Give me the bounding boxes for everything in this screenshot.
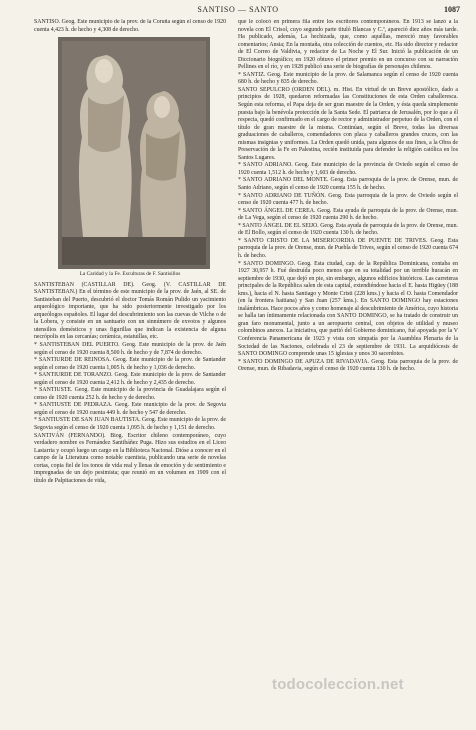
entry-santiso: SANTISO. Geog. Este municipio de la prov. de la Coruña según el censo de 1920 cuenta 4,423 h. de hecho y 4,308 de derecho.: [34, 19, 226, 33]
entry-santo-cristo: * SANTO CRISTO DE LA MISERICORDIA DE PUENTE DE TRIVES. Geog. Esta parroquia de la prov. de Orense, mun. de Puebla de Trives, según el censo de 1920 cuenta 674 h. de hecho.: [238, 237, 458, 259]
entry-santo-adriano: * SANTO ADRIANO. Geog. Este municipio de la provincia de Oviedo según el censo de 1920 cuenta 1,512 h. de hecho y 1,603 de derecho.: [238, 162, 458, 176]
entry-santo-angel-de-cerea: * SANTO ÁNGEL DE CEREA. Geog. Esta ayuda de parroquia de la prov. de Orense, mun. de La Vega, según el censo de 1920 cuenta 290 h. de hecho.: [238, 207, 458, 222]
entry-santiuste: * SANTIUSTE. Geog. Este municipio de la provincia de Guadalajara según el censo de 1920 cuenta 252 h. de hecho y de derecho.: [34, 387, 226, 401]
entry-santivan-cont: que le colocó en primera fila entre los escritores contemporáneos. En 1913 se lanzó a la novela con El Crisol, cuyo segundo parte tituló Blancas y C.ª, apareció diez años más tarde. Ha publicado, además, La hechizada, que, como aquéllas, mereció muy favorables comentarios; Ansia; En la montaña, otra colección de cuentos, etc. Ha sido director y redactor de El Correo de Valdivia, y redactor de La Noche y El Sur. Inició la publicación de un Diccionario biográfico; en 1920 obtuvo el primer premio en un concurso con su narración Pellines en el río, y en 1928 publicó una serie de biografías de personajes chilenos.: [238, 19, 458, 71]
photo-caption: La Caridad y la Fe. Esculturas de F. Santisillos: [79, 271, 181, 278]
page-number: 1087: [444, 5, 460, 14]
entry-santo-adriano-de-tunon: * SANTO ADRIANO DE TUÑÓN. Geog. Esta parroquia de la prov. de Oviedo según el censo de 1920 cuenta 477 h. de hecho.: [238, 192, 458, 207]
entry-santisteban-del-puerto: * SANTISTEBAN DEL PUERTO. Geog. Este municipio de la prov. de Jaén según el censo de 1920 cuenta 8,500 h. de hecho y de 7,874 de derecho.: [34, 342, 226, 356]
right-column: [238, 19, 458, 694]
watermark: todocoleccion.net: [272, 676, 404, 693]
entry-santiurde-de-toranzo: * SANTIURDE DE TORANZO. Geog. Este municipio de la prov. de Santander según el censo de 1920 cuenta 2,412 h. de hecho y 2,435 de derecho.: [34, 372, 226, 386]
entry-santivan: SANTIVÁN (FERNANDO). Biog. Escritor chileno contemporáneo, cuyo verdadero nombre es Fernández Santibáñez Puga. Hizo sus estudios en el Liceo Lastarria y ocupó luego un cargo en la Biblioteca Nacional. Dióse a conocer en el campo de la Literatura como notable cuentista, publicando una serie de novelas cortas, copia fiel de los tonos de vida real y llenas de emoción y de sentimiento e impregnadas de un dejo pesimista; que reunió en un volumen en 1909 con el título de Palpitaciones de vida,: [34, 432, 226, 484]
entry-santo-sepulcro: SANTO SEPULCRO (ORDEN DEL). m. Hist. En virtud de un Breve apostólico, dado a principios de 1928, quedaron reformadas las Constituciones de esta Orden caballeresca. Según esta reforma, el Papa deja de ser gran maestre de la Orden, y ésta queda simplemente puesta bajo la benévola protección de la Santa Sede. El patriarca de Jerusalén, por lo que a él respecta, quedó confirmado en el cargo de rector y administrador perpetuo de la Orden, con el título de gran maestre de la misma. Continúan, según el Breve, todas las diversas graduaciones de caballeros, comendadores con placa y caballeros grandes cruces, con las mismas insignias y uniformes. La Orden quedó unida, para algunos de sus fines, a la Obra de Preservación de la Fe en Palestina, recién instituida para defender la religión católica en los Santos Lugares.: [238, 86, 458, 161]
sculpture-photo: [58, 37, 210, 269]
entry-santo-adriano-del-monte: * SANTO ADRIANO DEL MONTE. Geog. Esta parroquia de la prov. de Orense, mun. de Santo Adriano, según el censo de 1920 cuenta 155 h. de hecho.: [238, 177, 458, 192]
running-title: SANTISO — SANTO: [197, 5, 279, 14]
entry-santiuste-de-san-juan: * SANTIUSTE DE SAN JUAN BAUTISTA. Geog. Este municipio de la prov. de Segovia según el censo de 1920 cuenta 1,095 h. de hecho y 1,151 de derecho.: [34, 417, 226, 432]
entry-santo-domingo-de-apuza: * SANTO DOMINGO DE APUZA DE RIVADAVIA. Geog. Esta parroquia de la prov. de Orense, mun. de Ribadavia, según el censo de 1920 cuenta 130 h. de hecho.: [238, 358, 458, 373]
entry-santisteban: SANTISTEBAN (CASTILLAR DE). Geog. (V. CASTILLAR DE SANTISTEBAN.) En el término de este municipio de la prov. de Jaén, al SE. de Santisteban del Puerto, descubrió el doctor Tomás Román Pulido un yacimiento arqueológico importante, que ha sido posteriormente investigado por los arqueólogos españoles. El lugar del descubrimiento son las cuevas de Vilche o de la Lobera, y consiste en un santuario con un sinnúmero de exvotos y algunos utensilios domésticos y unas figurillas que indican la existencia de alguna necrópolis en las cercanías; cerámica, estatuillas, etc.: [34, 281, 226, 341]
entry-santo-domingo: * SANTO DOMINGO. Geog. Esta ciudad, cap. de la República Dominicana, contaba en 1927 30,957 h. Fué destruída poco menos que en su totalidad por un terrible huracán en septiembre de 1930, que dejó en pie, sin embargo, algunos edificios históricos. Las carreteras principales de la República salen de esta capital, extendiéndose hacia el E. hasta Higüey (188 kms.), hacia el N. hasta Santiago y Monte Cristi (228 kms.) y hacia el O. hasta Comendador (en la frontera haitiana) y San Juan (257 kms.). En SANTO DOMINGO hay estaciones inalámbricas. Hace pocos años y como homenaje al descubrimiento de América, cuyo historia se halla tan íntimamente relacionada con SANTO DOMINGO, se ha tratado de construir un gran faro monumental, junto a un aeropuerto central, con objetos de utilidad y museo colombinos anexos. La iniciativa, que partió del Gobierno dominicano, fué apoyada por la V Conferencia Panamericana de 1923 y vista con simpatía por la Asamblea Plenaria de la Sociedad de las Naciones, celebrada el 23 de septiembre de 1931. La arquidiócesis de SANTO DOMINGO comprende unas 15 iglesias y unos 30 sacerdotes.: [238, 260, 458, 358]
entry-santiz: * SANTIZ. Geog. Este municipio de la prov. de Salamanca según el censo de 1920 cuenta 680 h. de hecho y 835 de derecho.: [238, 71, 458, 86]
sculpture-photo-image: [58, 37, 210, 269]
entry-santo-angel-de-el-seijo: * SANTO ÁNGEL DE EL SEIJO. Geog. Esta ayuda de parroquia de la prov. de Orense, mun. de El Bollo, según el censo de 1920 cuenta 130 h. de hecho.: [238, 222, 458, 237]
entry-santiuste-de-pedraza: * SANTIUSTE DE PEDRAZA. Geog. Este municipio de la prov. de Segovia según el censo de 1920 cuenta 449 h. de hecho y 547 de derecho.: [34, 402, 226, 416]
left-column: [34, 19, 226, 659]
entry-santiurde-de-reinosa: * SANTIURDE DE REINOSA. Geog. Este municipio de la prov. de Santander según el censo de 1920 cuenta 1,005 h. de hecho y 1,036 de derecho.: [34, 357, 226, 371]
